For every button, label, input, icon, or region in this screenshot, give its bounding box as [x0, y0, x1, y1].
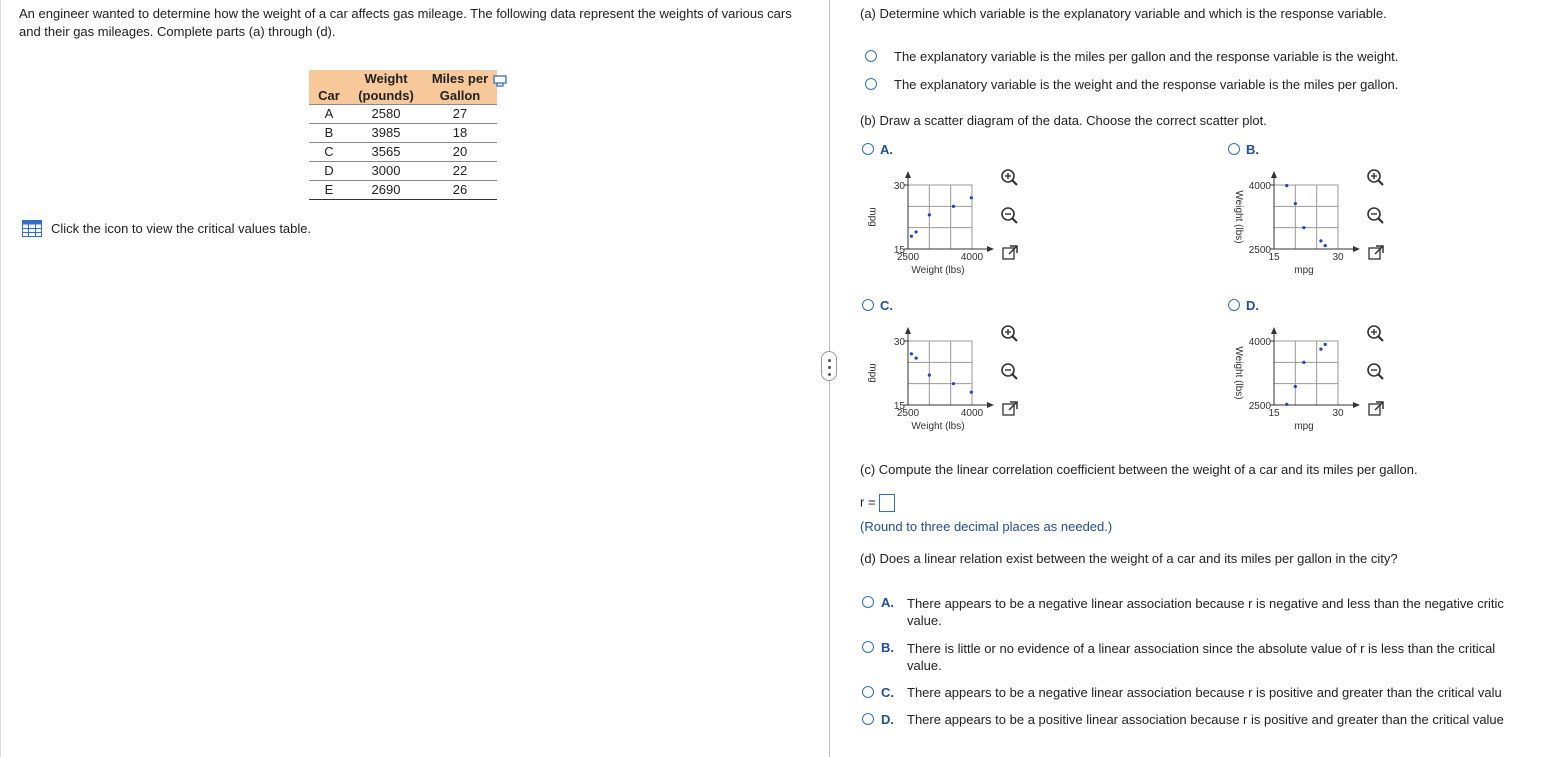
x-tick-label: 2500 — [896, 408, 920, 419]
y-axis-label: mpg — [867, 207, 878, 227]
x-axis-arrow — [1353, 402, 1360, 408]
x-axis-arrow — [1353, 246, 1360, 252]
x-axis-label: mpg — [1294, 265, 1314, 276]
scatter-svg — [862, 316, 1022, 446]
x-axis-arrow — [987, 246, 994, 252]
plot-frame — [1274, 341, 1338, 405]
popout-icon[interactable] — [1366, 399, 1386, 419]
scatter-svg — [1228, 316, 1388, 446]
y-axis-arrow — [905, 171, 911, 178]
y-axis-label: mpg — [867, 363, 878, 383]
zoom-in-icon[interactable] — [1000, 324, 1020, 344]
part-b-option-a[interactable]: A. — [862, 142, 893, 157]
plot-frame — [1274, 185, 1338, 249]
plot-frame — [908, 341, 972, 405]
data-table — [309, 70, 509, 200]
y-axis-arrow — [1271, 327, 1277, 334]
y-tick-label: 2500 — [1248, 401, 1271, 412]
zoom-out-icon[interactable] — [1000, 206, 1020, 226]
data-point — [1324, 244, 1327, 247]
radio-button[interactable] — [862, 686, 874, 698]
radio-button[interactable] — [862, 596, 874, 608]
x-tick-label: 15 — [1268, 252, 1280, 263]
col-mpg: Miles per Gallon — [423, 70, 497, 105]
data-point — [1285, 184, 1288, 187]
x-axis-arrow — [987, 402, 994, 408]
scatter-plot-c — [862, 316, 1022, 446]
x-axis-label: Weight (lbs) — [911, 265, 965, 276]
x-tick-label: 30 — [1332, 252, 1344, 263]
r-answer-input[interactable] — [879, 494, 895, 512]
r-answer-row — [860, 494, 895, 512]
zoom-in-icon[interactable] — [1000, 168, 1020, 188]
part-a-option-2[interactable]: The explanatory variable is the weight and the response variable is the miles per gallon. — [865, 77, 1398, 92]
data-point — [910, 235, 913, 238]
rounding-hint: (Round to three decimal places as needed.) — [860, 519, 1113, 534]
popout-icon[interactable] — [1366, 243, 1386, 263]
scatter-plot-a — [862, 160, 1022, 290]
scatter-plot-d — [1228, 316, 1388, 446]
table-row: B 3985 18 — [309, 124, 509, 143]
critical-values-text: Click the icon to view the critical values table. — [51, 221, 312, 236]
x-tick-label: 4000 — [960, 408, 984, 419]
table-row: C 3565 20 — [309, 143, 509, 162]
part-a-prompt: (a) Determine which variable is the explanatory variable and which is the response variable. — [860, 6, 1387, 21]
part-b-option-b[interactable]: B. — [1228, 142, 1259, 157]
col-weight: Weight (pounds) — [349, 70, 423, 105]
data-point — [1302, 361, 1305, 364]
radio-button[interactable] — [865, 50, 877, 62]
part-b-prompt: (b) Draw a scatter diagram of the data. Choose the correct scatter plot. — [860, 113, 1267, 128]
part-c-prompt: (c) Compute the linear correlation coefficient between the weight of a car and its miles per gallon. — [860, 462, 1418, 477]
data-point — [1294, 385, 1297, 388]
part-d-option-c[interactable]: C. There appears to be a negative linear association because r is positive and greater than the critical valu — [862, 685, 1563, 700]
y-axis-label: Weight (lbs) — [1233, 190, 1244, 244]
critical-values-link[interactable] — [22, 220, 311, 237]
y-tick-label: 30 — [893, 337, 905, 348]
x-tick-label: 4000 — [960, 252, 984, 263]
x-tick-label: 15 — [1268, 408, 1280, 419]
y-tick-label: 2500 — [1248, 245, 1271, 256]
data-point — [928, 213, 931, 216]
left-border — [0, 0, 1, 757]
scatter-svg — [1228, 160, 1388, 290]
data-point — [1324, 343, 1327, 346]
part-d-option-d[interactable]: D. There appears to be a positive linear association because r is positive and greater than the critical value — [862, 712, 1563, 727]
data-point — [928, 374, 931, 377]
data-point — [1319, 348, 1322, 351]
panel-resize-handle[interactable] — [821, 351, 837, 381]
zoom-in-icon[interactable] — [1366, 324, 1386, 344]
y-tick-label: 15 — [893, 245, 905, 256]
popout-icon[interactable] — [1000, 243, 1020, 263]
data-point — [970, 196, 973, 199]
table-row: A 2580 27 — [309, 105, 509, 124]
table-row: E 2690 26 — [309, 181, 509, 200]
popout-icon[interactable] — [1000, 399, 1020, 419]
part-b-option-c[interactable]: C. — [862, 298, 893, 313]
radio-button[interactable] — [862, 713, 874, 725]
data-point — [1319, 239, 1322, 242]
data-point — [952, 205, 955, 208]
radio-button[interactable] — [862, 143, 874, 155]
r-label: r = — [860, 494, 876, 510]
data-point — [910, 352, 913, 355]
problem-intro: An engineer wanted to determine how the weight of a car affects gas mileage. The following data represent the weights of various cars and their gas mileages. Complete parts (a) through (d). — [19, 6, 792, 39]
part-a-option-1[interactable]: The explanatory variable is the miles per gallon and the response variable is the weight. — [865, 49, 1398, 64]
y-axis-label: Weight (lbs) — [1233, 346, 1244, 400]
data-point — [915, 356, 918, 359]
part-d-option-a[interactable]: A. There appears to be a negative linear association because r is negative and less than the negative critic value. — [862, 595, 1563, 629]
part-d-prompt: (d) Does a linear relation exist between the weight of a car and its miles per gallon in the city? — [860, 551, 1398, 566]
x-axis-label: Weight (lbs) — [911, 421, 965, 432]
zoom-out-icon[interactable] — [1000, 362, 1020, 382]
y-axis-arrow — [1271, 171, 1277, 178]
x-axis-label: mpg — [1294, 421, 1314, 432]
part-b-option-d[interactable]: D. — [1228, 298, 1259, 313]
radio-button[interactable] — [865, 78, 877, 90]
zoom-out-icon[interactable] — [1366, 206, 1386, 226]
data-point — [1285, 403, 1288, 406]
zoom-out-icon[interactable] — [1366, 362, 1386, 382]
radio-button[interactable] — [1228, 143, 1240, 155]
radio-button[interactable] — [862, 299, 874, 311]
data-point — [952, 382, 955, 385]
y-tick-label: 30 — [893, 181, 905, 192]
col-car: Car — [309, 70, 349, 105]
scatter-svg — [862, 160, 1022, 290]
y-axis-arrow — [905, 327, 911, 334]
radio-button[interactable] — [862, 641, 874, 653]
zoom-in-icon[interactable] — [1366, 168, 1386, 188]
y-tick-label: 4000 — [1248, 181, 1271, 192]
data-point — [915, 230, 918, 233]
table-row: D 3000 22 — [309, 162, 509, 181]
copy-table-icon[interactable] — [493, 75, 507, 87]
data-point — [1294, 202, 1297, 205]
data-point — [1302, 226, 1305, 229]
data-point — [970, 391, 973, 394]
y-tick-label: 15 — [893, 401, 905, 412]
y-tick-label: 4000 — [1248, 337, 1271, 348]
x-tick-label: 2500 — [896, 252, 920, 263]
plot-frame — [908, 185, 972, 249]
radio-button[interactable] — [1228, 299, 1240, 311]
table-grid-icon[interactable] — [22, 220, 42, 237]
x-tick-label: 30 — [1332, 408, 1344, 419]
scatter-plot-b — [1228, 160, 1388, 290]
part-d-option-b[interactable]: B. There is little or no evidence of a linear association since the absolute value of r is less than the critical value. — [862, 640, 1563, 674]
